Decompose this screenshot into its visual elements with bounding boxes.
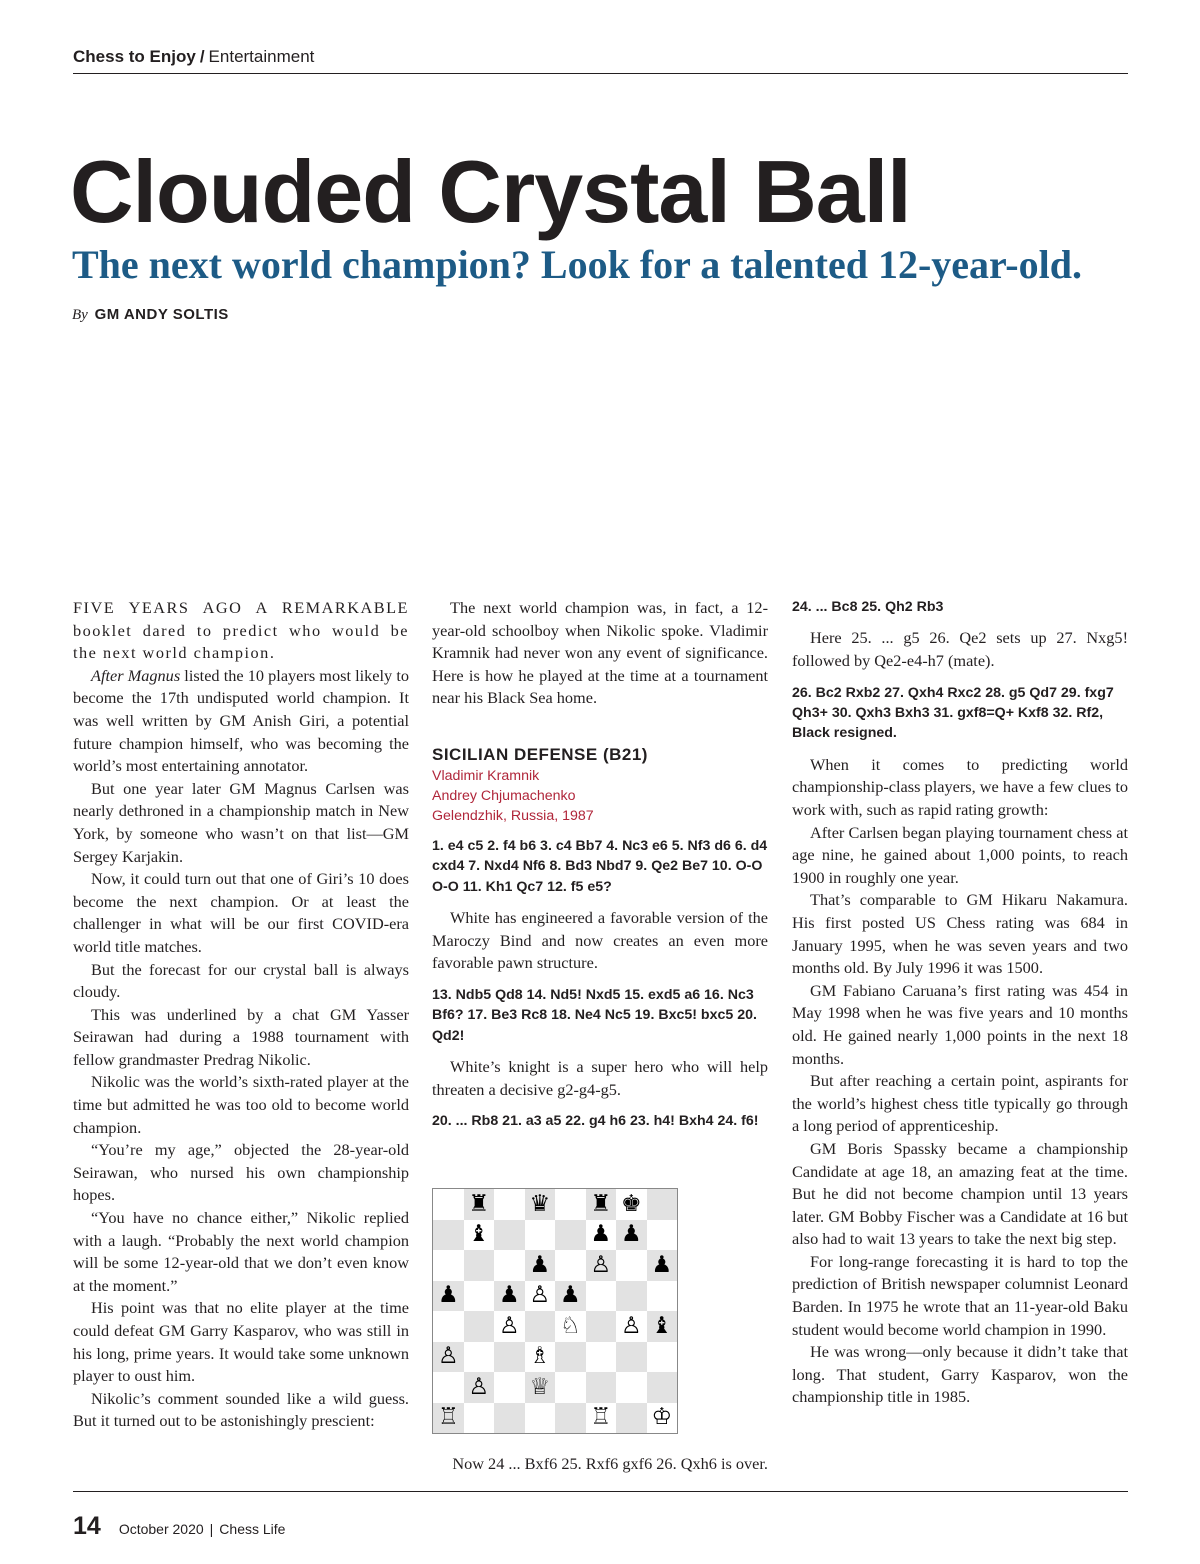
square-b3 (464, 1342, 495, 1373)
paragraph: White’s knight is a super hero who will help threaten a decisive g2-g4-g5. (432, 1057, 768, 1099)
chess-piece-icon: ♔ (651, 1404, 673, 1431)
byline (72, 306, 229, 324)
chess-diagram (432, 1188, 678, 1434)
paragraph: But after reaching a certain point, aspirants for the world’s highest chess title typically go through a long period of apprenticeship. (792, 1071, 1128, 1136)
page-footer (73, 1512, 285, 1541)
chess-piece-icon: ♟ (529, 1251, 551, 1278)
article-title: Clouded Crystal Ball (70, 142, 911, 241)
chess-piece-icon: ♙ (498, 1312, 520, 1339)
square-f6 (586, 1250, 617, 1281)
square-b2 (464, 1372, 495, 1403)
square-d8 (525, 1189, 556, 1220)
chess-piece-icon: ♟ (651, 1251, 673, 1278)
chess-piece-icon: ♙ (529, 1282, 551, 1309)
chess-piece-icon: ♕ (529, 1373, 551, 1400)
square-g4 (616, 1311, 647, 1342)
square-h6 (647, 1250, 678, 1281)
square-f5 (586, 1281, 617, 1312)
square-f3 (586, 1342, 617, 1373)
diagram-caption: Now 24 ... Bxf6 25. Rxf6 gxf6 26. Qxh6 is over. (452, 1454, 768, 1473)
square-c6 (494, 1250, 525, 1281)
square-d6 (525, 1250, 556, 1281)
square-g8 (616, 1189, 647, 1220)
magazine-name: Chess Life (219, 1521, 286, 1537)
chess-piece-icon: ♗ (529, 1343, 551, 1370)
chess-piece-icon: ♘ (559, 1312, 581, 1339)
game-moves: 24. ... Bc8 25. Qh2 Rb3 (792, 599, 944, 615)
paragraph: For long-range forecasting it is hard to top the prediction of British newspaper columnist Leonard Barden. In 1975 he wrote that an 11-year-old Baku student would become world champion in 1990. (792, 1251, 1128, 1339)
square-h4 (647, 1311, 678, 1342)
square-h8 (647, 1189, 678, 1220)
paragraph: Here 25. ... g5 26. Qe2 sets up 27. Nxg5! followed by Qe2-e4-h7 (mate). (792, 628, 1128, 670)
square-e1 (555, 1403, 586, 1434)
paragraph: GM Boris Spassky became a championship Candidate at age 18, an amazing feat at the time. But he did not become champion until 13 years later. GM Bobby Fischer was a Candidate at 16 but also had to wait 13 years to take the next big step. (792, 1138, 1128, 1249)
chess-piece-icon: ♟ (559, 1282, 581, 1309)
square-b7 (464, 1220, 495, 1251)
chess-piece-icon: ♙ (590, 1251, 612, 1278)
paragraph: GM Fabiano Caruana’s first rating was 454 in May 1998 when he was five years and 10 months old. He gained nearly 1,000 points in the next 18 months. (792, 980, 1128, 1068)
square-d1 (525, 1403, 556, 1434)
square-d7 (525, 1220, 556, 1251)
square-b4 (464, 1311, 495, 1342)
byline-prefix: By (72, 307, 88, 323)
square-e5 (555, 1281, 586, 1312)
book-title: After Magnus (91, 665, 181, 685)
paragraph: Now, it could turn out that one of Giri’s 10 does become the next champion. Or at least the challenger in what will be our first COVID-era world title matches. (73, 869, 409, 956)
paragraph: Nikolic was the world’s sixth-rated player at the time but admitted he was too old to become world champion. (73, 1072, 409, 1137)
square-a8 (433, 1189, 464, 1220)
chess-piece-icon: ♛ (529, 1190, 551, 1217)
square-h1 (647, 1403, 678, 1434)
square-d3 (525, 1342, 556, 1373)
square-d4 (525, 1311, 556, 1342)
chess-piece-icon: ♙ (437, 1343, 459, 1370)
square-b1 (464, 1403, 495, 1434)
chess-piece-icon: ♟ (590, 1221, 612, 1248)
square-b8 (464, 1189, 495, 1220)
paragraph: White has engineered a favorable version of the Maroczy Bind and now creates an even more favorable pawn structure. (432, 908, 768, 973)
square-c4 (494, 1311, 525, 1342)
article-column-1 (73, 597, 409, 1433)
article-column-3 (792, 597, 1128, 1409)
chess-piece-icon: ♙ (620, 1312, 642, 1339)
square-f8 (586, 1189, 617, 1220)
square-a6 (433, 1250, 464, 1281)
paragraph: His point was that no elite player at the time could defeat GM Garry Kasparov, who was still in his long, prime years. It would take some unknown player to oust him. (73, 1298, 409, 1386)
square-d5 (525, 1281, 556, 1312)
chess-piece-icon: ♖ (590, 1404, 612, 1431)
square-c7 (494, 1220, 525, 1251)
square-a2 (433, 1372, 464, 1403)
paragraph: The next world champion was, in fact, a 12-year-old schoolboy when Nikolic spoke. Vladimir Kramnik had never won any event of significance. Here is how he played at the time at a tournament near his Black Sea home. (432, 598, 768, 708)
chess-piece-icon: ♟ (620, 1221, 642, 1248)
paragraph: This was underlined by a chat GM Yasser Seirawan had during a 1988 tournament with fellow grandmaster Predrag Nikolic. (73, 1004, 409, 1069)
footer-info (119, 1521, 286, 1537)
square-e8 (555, 1189, 586, 1220)
game-moves: 13. Ndb5 Qd8 14. Nd5! Nxd5 15. exd5 a6 16. Nc3 Bf6? 17. Be3 Rc8 18. Ne4 Nc5 19. Bxc5! bxc5 20. Qd2! (432, 986, 757, 1044)
section-header (73, 47, 1128, 74)
byline-author: GM ANDY SOLTIS (94, 306, 229, 323)
square-e7 (555, 1220, 586, 1251)
square-e4 (555, 1311, 586, 1342)
chess-piece-icon: ♚ (620, 1190, 642, 1217)
paragraph-text: listed the 10 players most likely to become the 17th undisputed world champion. It was well written by GM Anish Giri, a potential future champion himself, who was becoming the world’s most entertaining annotator. (73, 665, 409, 776)
square-e2 (555, 1372, 586, 1403)
square-g1 (616, 1403, 647, 1434)
square-f4 (586, 1311, 617, 1342)
paragraph: “You’re my age,” objected the 28-year-old Seirawan, who nursed his own championship hopes. (73, 1140, 409, 1205)
square-g3 (616, 1342, 647, 1373)
paragraph: “You have no chance either,” Nikolic replied with a laugh. “Probably the next world champion will be some 12-year-old that we don’t even know at the moment.” (73, 1208, 409, 1295)
square-h2 (647, 1372, 678, 1403)
paragraph: That’s comparable to GM Hikaru Nakamura. His first posted US Chess rating was 684 in January 1995, when he was seven years and two months old. By July 1996 it was 1500. (792, 890, 1128, 978)
issue-date: October 2020 (118, 1521, 204, 1537)
footer-rule (73, 1491, 1128, 1492)
article-subtitle: The next world champion? Look for a talented 12-year-old. (72, 242, 1082, 287)
square-c5 (494, 1281, 525, 1312)
square-g7 (616, 1220, 647, 1251)
paragraph: FIVE YEARS AGO A REMARKABLE booklet dared to predict who would be the next world champion. (73, 598, 409, 663)
game-moves: 1. e4 c5 2. f4 b6 3. c4 Bb7 4. Nc3 e6 5. Nf3 d6 6. d4 cxd4 7. Nxd4 Nf6 8. Bd3 Nbd7 9. Qe2 Be7 10. O-O O-O 11. Kh1 Qc7 12. f5 e5? (432, 837, 768, 895)
square-g6 (616, 1250, 647, 1281)
square-c2 (494, 1372, 525, 1403)
game-venue: Gelendzhik, Russia, 1987 (432, 807, 594, 824)
paragraph (73, 665, 409, 778)
game-black-player: Andrey Chjumachenko (432, 787, 576, 804)
square-b5 (464, 1281, 495, 1312)
square-c1 (494, 1403, 525, 1434)
square-c3 (494, 1342, 525, 1373)
chess-piece-icon: ♟ (498, 1282, 520, 1309)
article-column-2 (432, 597, 768, 1132)
square-a1 (433, 1403, 464, 1434)
section-category: Entertainment (208, 47, 315, 66)
square-a7 (433, 1220, 464, 1251)
paragraph: When it comes to predicting world championship-class players, we have a few clues to work with, such as rapid rating growth: (792, 754, 1128, 819)
paragraph: But one year later GM Magnus Carlsen was nearly dethroned in a championship match in New York, by someone who wasn’t on that list—GM Sergey Karjakin. (73, 778, 409, 866)
chess-piece-icon: ♜ (590, 1190, 612, 1217)
game-white-player: Vladimir Kramnik (432, 767, 540, 784)
game-title: SICILIAN DEFENSE (B21) (432, 744, 648, 764)
paragraph: Nikolic’s comment sounded like a wild guess. But it turned out to be astonishingly prescient: (73, 1388, 409, 1431)
paragraph: But the forecast for our crystal ball is always cloudy. (73, 959, 409, 1002)
square-d2 (525, 1372, 556, 1403)
square-h7 (647, 1220, 678, 1251)
chess-piece-icon: ♖ (437, 1404, 459, 1431)
paragraph: After Carlsen began playing tournament chess at age nine, he gained about 1,000 points, to reach 1900 in roughly one year. (792, 822, 1128, 887)
square-f1 (586, 1403, 617, 1434)
square-a5 (433, 1281, 464, 1312)
chess-piece-icon: ♝ (468, 1221, 490, 1248)
square-a3 (433, 1342, 464, 1373)
square-b6 (464, 1250, 495, 1281)
paragraph: He was wrong—only because it didn’t take that long. That student, Garry Kasparov, won the championship title in 1985. (792, 1342, 1128, 1407)
square-f2 (586, 1372, 617, 1403)
square-g2 (616, 1372, 647, 1403)
square-e3 (555, 1342, 586, 1373)
section-separator: / (199, 47, 205, 66)
square-c8 (494, 1189, 525, 1220)
square-h3 (647, 1342, 678, 1373)
chess-piece-icon: ♜ (468, 1190, 490, 1217)
square-f7 (586, 1220, 617, 1251)
footer-separator: | (209, 1521, 214, 1537)
chess-piece-icon: ♟ (437, 1282, 459, 1309)
square-g5 (616, 1281, 647, 1312)
square-h5 (647, 1281, 678, 1312)
chess-piece-icon: ♝ (651, 1312, 673, 1339)
page-number: 14 (73, 1512, 101, 1540)
game-moves: 20. ... Rb8 21. a3 a5 22. g4 h6 23. h4! Bxh4 24. f6! (432, 1113, 759, 1130)
section-name: Chess to Enjoy (73, 47, 196, 66)
square-e6 (555, 1250, 586, 1281)
square-a4 (433, 1311, 464, 1342)
game-moves: 26. Bc2 Rxb2 27. Qxh4 Rxc2 28. g5 Qd7 29. fxg7 Qh3+ 30. Qxh3 Bxh3 31. gxf8=Q+ Kxf8 32. Rf2, Black resigned. (792, 684, 1114, 742)
chess-piece-icon: ♙ (468, 1373, 490, 1400)
